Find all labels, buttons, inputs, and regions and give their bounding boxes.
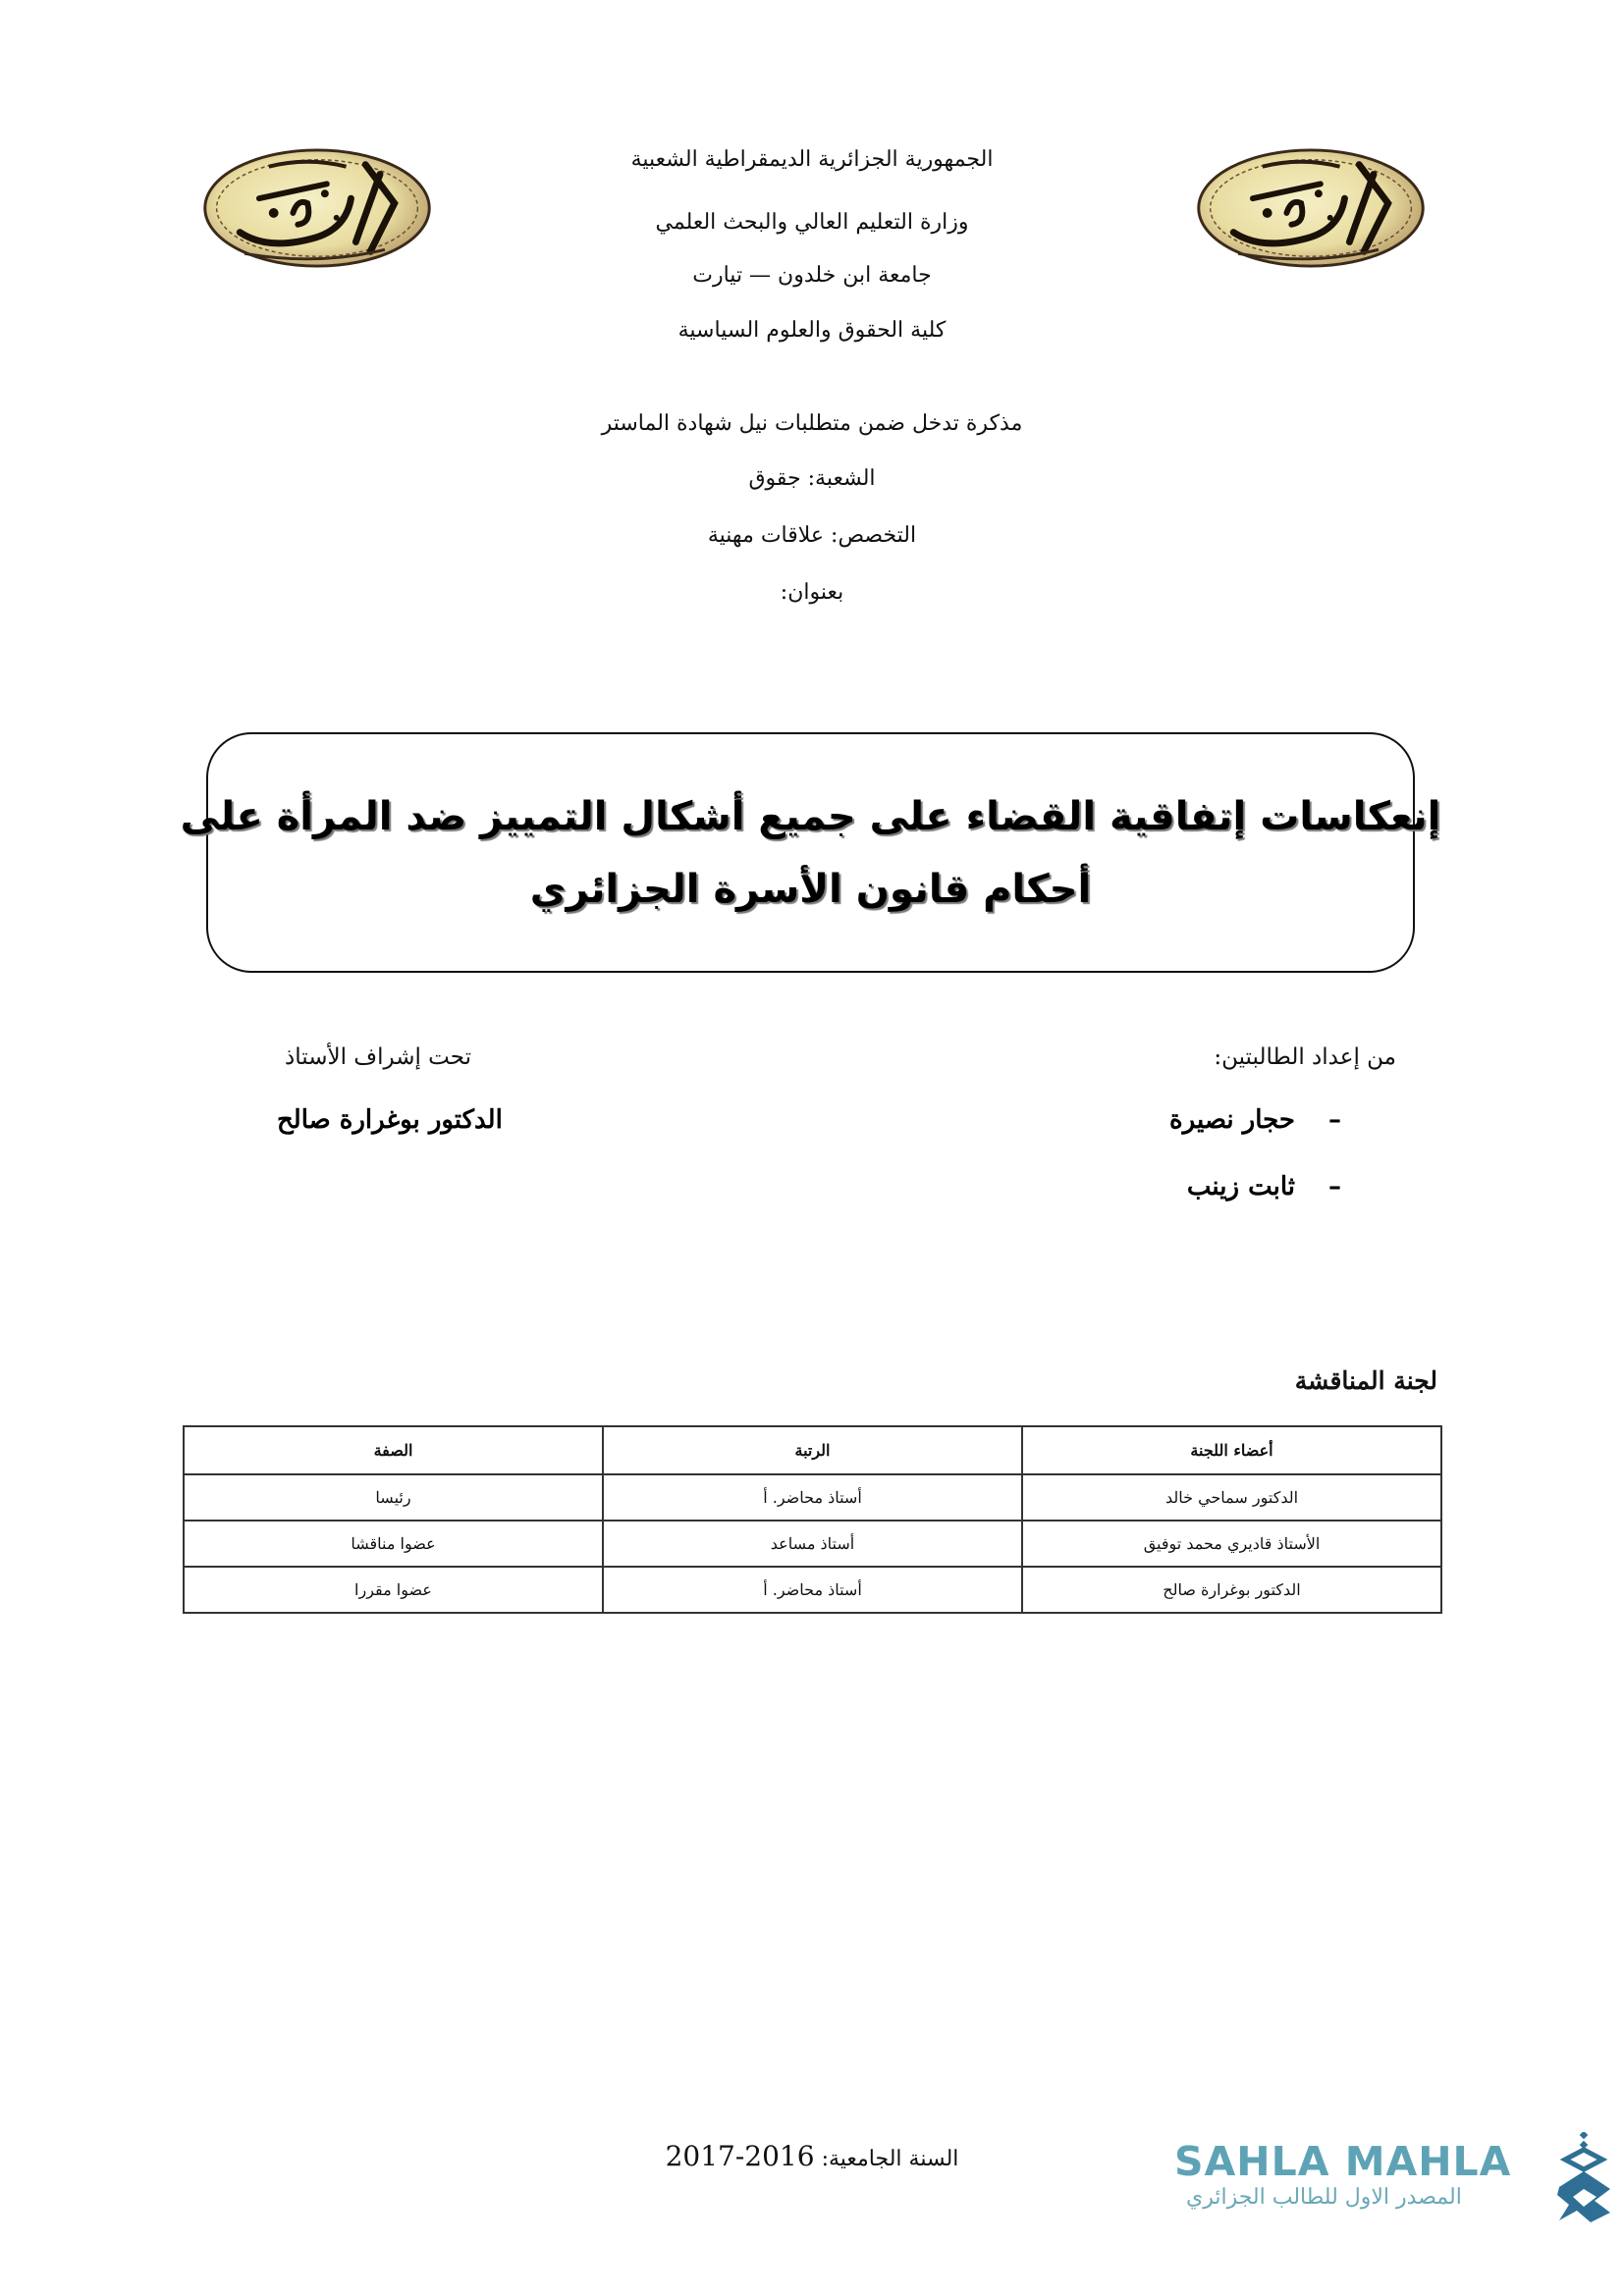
member-role: رئيسا — [184, 1474, 603, 1521]
member-role: عضوا مناقشا — [184, 1521, 603, 1567]
faculty-line: كلية الحقوق والعلوم السياسية — [677, 318, 947, 343]
table-row — [184, 1474, 1441, 1521]
academic-year-value: 2017-2016 — [665, 2140, 815, 2172]
header-rank: الرتبة — [603, 1426, 1022, 1474]
watermark-tagline: المصدر الاول للطالب الجزائري — [1186, 2185, 1462, 2210]
table-row — [184, 1521, 1441, 1567]
header-role: الصفة — [184, 1426, 603, 1474]
thesis-title-label: بعنوان: — [780, 580, 844, 605]
member-name: الدكتور سماحي خالد — [1022, 1474, 1441, 1521]
table-row — [184, 1567, 1441, 1613]
student-name: حجار نصيرة — [1169, 1105, 1295, 1135]
member-name: الأستاذ قاديري محمد توفيق — [1022, 1521, 1441, 1567]
sahla-mahla-logo-icon — [1555, 2132, 1614, 2222]
supervisor-label: تحت إشراف الأستاذ — [285, 1044, 472, 1070]
thesis-title-line-2: أحكام قانون الأسرة الجزائري — [529, 866, 1092, 912]
student-name: ثابت زينب — [1186, 1172, 1295, 1201]
thesis-branch: الشعبة: جقوق — [748, 466, 876, 491]
list-dash: – — [1328, 1105, 1341, 1135]
academic-year-label: السنة الجامعية: — [821, 2147, 959, 2171]
thesis-specialty: التخصص: علاقات مهنية — [707, 523, 917, 548]
header-members: أعضاء اللجنة — [1022, 1426, 1441, 1474]
republic-line: الجمهورية الجزائرية الديمقراطية الشعبية — [630, 147, 994, 172]
table-header-row — [184, 1426, 1441, 1474]
member-rank: أستاذ مساعد — [603, 1521, 1022, 1567]
watermark-brand: SAHLA MAHLA — [1174, 2138, 1512, 2185]
member-role: عضوا مقررا — [184, 1567, 603, 1613]
member-rank: أستاذ محاضر. أ — [603, 1567, 1022, 1613]
member-name: الدكتور بوغرارة صالح — [1022, 1567, 1441, 1613]
thesis-purpose: مذكرة تدخل ضمن متطلبات نيل شهادة الماستر — [601, 411, 1023, 436]
student-name-1 — [1169, 1103, 1341, 1137]
thesis-title-line-1: إنعكاسات إتفاقية القضاء على جميع أشكال التمييز ضد المرأة على — [180, 793, 1441, 839]
committee-table — [183, 1425, 1442, 1614]
ministry-line: وزارة التعليم العالي والبحث العلمي — [655, 210, 969, 235]
list-dash: – — [1328, 1172, 1341, 1201]
supervisor-name: الدكتور بوغرارة صالح — [277, 1105, 503, 1135]
student-name-2 — [1187, 1170, 1341, 1203]
university-line: جامعة ابن خلدون — تيارت — [692, 263, 932, 288]
thesis-title-box — [180, 732, 1441, 973]
committee-title: لجنة المناقشة — [1294, 1366, 1437, 1395]
students-label: من إعداد الطالبتين: — [1214, 1044, 1396, 1070]
sahla-mahla-watermark — [1174, 2110, 1616, 2218]
member-rank: أستاذ محاضر. أ — [603, 1474, 1022, 1521]
